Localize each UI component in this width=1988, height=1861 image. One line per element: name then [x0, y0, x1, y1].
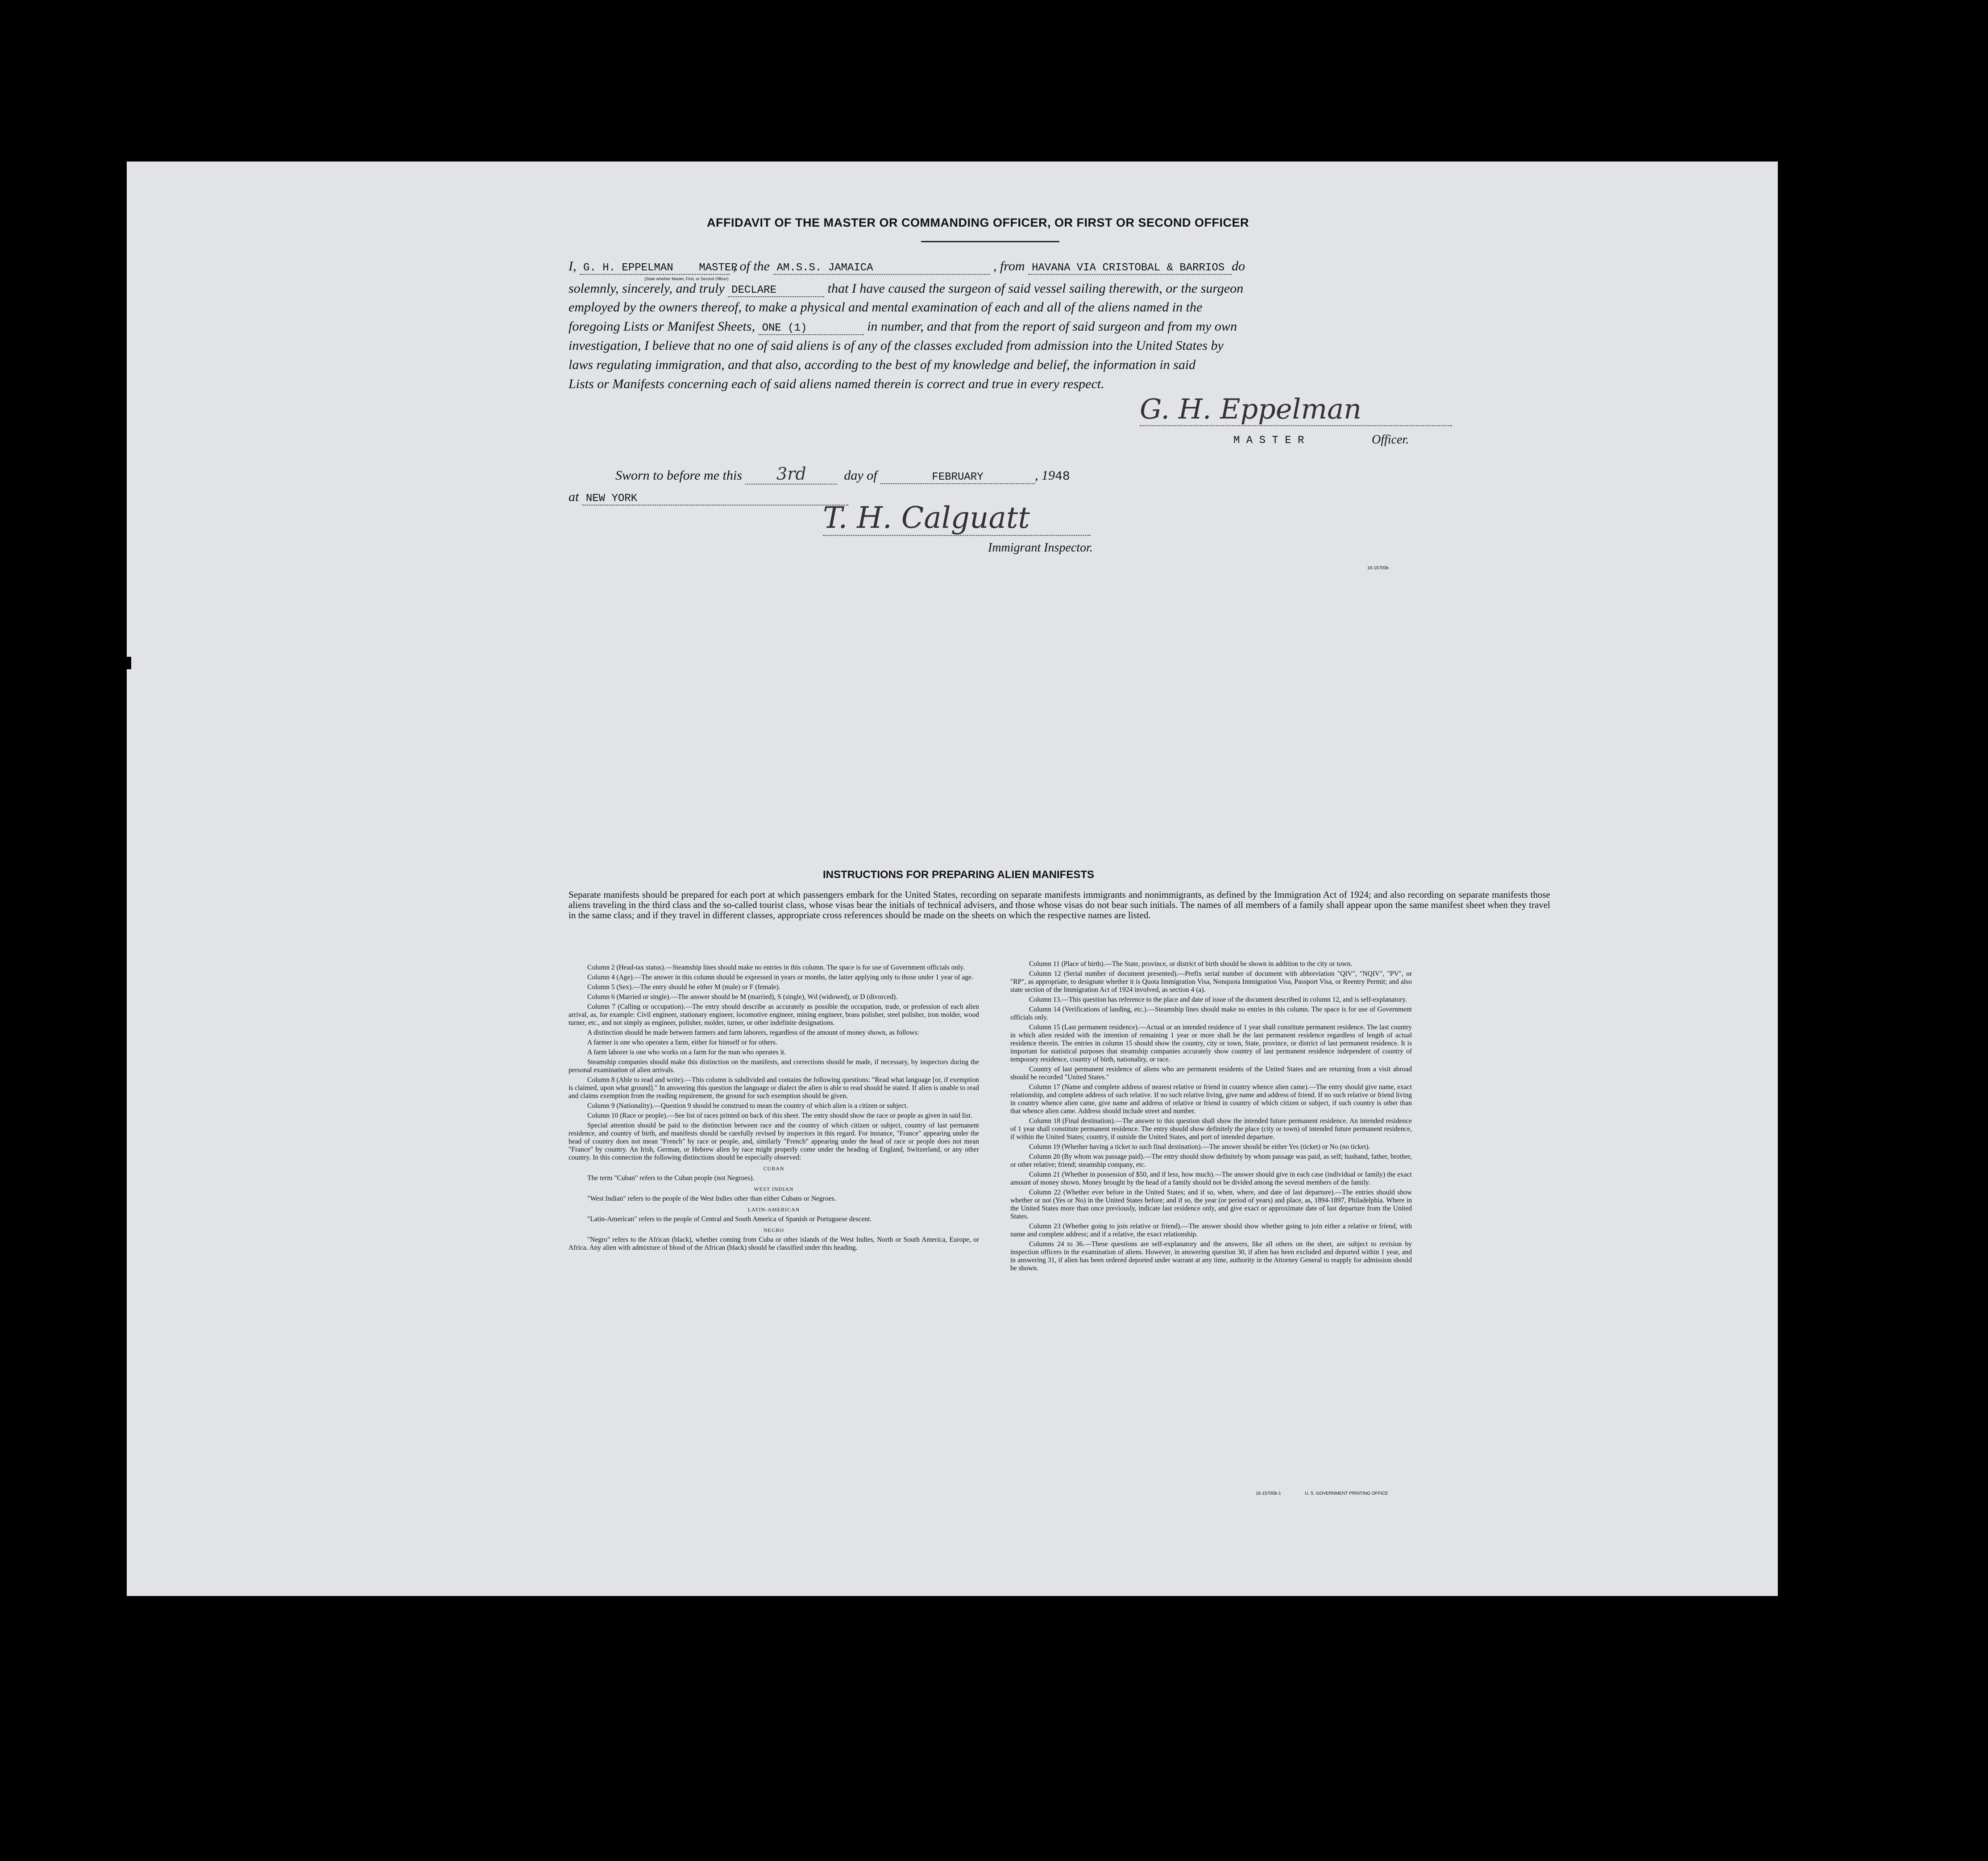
- sworn-year: 48: [1055, 470, 1070, 484]
- line1-from: , from: [993, 259, 1025, 274]
- binder-hole: [1814, 395, 1834, 415]
- sworn-day: 3rd: [745, 464, 837, 485]
- binder-hole: [1814, 1124, 1834, 1144]
- affidavit-title: AFFIDAVIT OF THE MASTER OR COMMANDING OFFICER, OR FIRST OR SECOND OFFICER: [707, 216, 1249, 229]
- vessel-name: AM.S.S. JAMAICA: [773, 262, 990, 275]
- race-note: "Negro" refers to the African (black), whether coming from Cuba or other islands of the West Indies, North or South America, Europe, or Africa. Any alien with admixture of blood of the African (black) should be classified under this heading.: [569, 1236, 979, 1252]
- officer-suffix: Officer.: [1372, 433, 1409, 447]
- instruction-paragraph: Column 21 (Whether in possession of $50, and if less, how much).—The answer should give in each case (individual or family) the exact amount of money shown. Money brought by the head of a family should not be divided among the several members of the family.: [1010, 1171, 1412, 1186]
- instruction-paragraph: Column 7 (Calling or occupation).—The entry should describe as accurately as possible the occupation, trade, or profession of each alien arrival, as, for example: Civil engineer, stationary engineer, locomotive engineer, mining engineer, brass polisher, steel polisher, iron molder, wood turner, etc., and not simply as engineer, polisher, molder, turner, or other indefinite designations.: [569, 1003, 979, 1027]
- instructions-form-code: 16-15700b-1: [1256, 1491, 1281, 1496]
- master-name-field: [580, 262, 738, 275]
- line1-do: do: [1232, 259, 1245, 274]
- instructions-left-column: [569, 964, 979, 1254]
- departure-port: HAVANA VIA CRISTOBAL & BARRIOS: [1028, 262, 1232, 275]
- line4-post: in number, and that from the report of said surgeon and from my own: [867, 319, 1237, 334]
- instruction-paragraph: Special attention should be paid to the distinction between race and the country of which citizen or subject, country of last permanent residence, and country of birth, and manifests should be carefully revised by inspectors in this regard. For instance, "France" appearing under the head of country does not mean "French" by race or people, and, similarly "French" appearing under the head of race or people does not mean "France" by country. An Irish, German, or Hebrew alien by race might properly come under the heading of England, Switzerland, or any other country. In this connection the following distinctions should be especially observed:: [569, 1122, 979, 1161]
- race-note: "Latin-American" refers to the people of Central and South America of Spanish or Portuguese descent.: [587, 1215, 872, 1223]
- race-note: The term "Cuban" refers to the Cuban people (not Negroes).: [587, 1174, 755, 1182]
- sworn-mid: day of: [844, 468, 877, 483]
- affidavit-line-7: Lists or Manifests concerning each of said aliens named therein is correct and true in every respect.: [569, 377, 1104, 391]
- instruction-paragraph: Column 18 (Final destination).—The answer to this question shall show the intended future permanent residence. An intended residence of 1 year shall constitute permanent residence. The entry should show definitely the place (city or town) of intended future permanent residence, if within the United States; country, if outside the United States, and port of intended departure.: [1010, 1117, 1412, 1141]
- sworn-place: NEW YORK: [582, 493, 848, 506]
- sworn-month: FEBRUARY: [880, 471, 1035, 484]
- line2-pre: solemnly, sincerely, and truly: [569, 281, 725, 296]
- instructions-intro: Separate manifests should be prepared for each port at which passengers embark for the United States, recording on separate manifests immigrants and nonimmigrants, as defined by the Immigration Act of 1924; and also recording on separate manifests those aliens traveling in the third class and the so-called tourist class, whose visas bear the initials of technical advisers, and those whose visas do not bear such initials. The names of all members of a family shall appear upon the same manifest sheet when they travel in the same class; and if they travel in different classes, appropriate cross references should be made on the sheets on which the respective names are listed.: [569, 889, 1550, 920]
- sworn-pre: Sworn to before me this: [615, 468, 742, 483]
- printer-imprint: U. S. GOVERNMENT PRINTING OFFICE: [1305, 1491, 1388, 1496]
- alien-count-field: ONE (1): [759, 322, 864, 335]
- instructions-title: INSTRUCTIONS FOR PREPARING ALIEN MANIFESTS: [823, 869, 1095, 881]
- race-heading: NEGRO: [763, 1227, 784, 1233]
- inspector-title: Immigrant Inspector.: [988, 541, 1093, 555]
- race-heading: CUBAN: [763, 1165, 784, 1172]
- affidavit-line-5: investigation, I believe that no one of said aliens is of any of the classes excluded from admission into the United States by: [569, 338, 1224, 353]
- rank-note: (State whether Master, First, or Second Officer): [644, 277, 729, 281]
- instruction-paragraph: Column 19 (Whether having a ticket to such final destination).—The answer should be either Yes (ticket) or No (no ticket).: [1029, 1143, 1370, 1151]
- instruction-paragraph: Steamship companies should make this distinction on the manifests, and corrections should be made, if necessary, by inspectors during the personal examination of alien arrivals.: [569, 1058, 979, 1074]
- binder-hole: [1814, 1409, 1834, 1428]
- instruction-paragraph: Column 6 (Married or single).—The answer should be M (married), S (single), Wd (widowed), or D (divorced).: [587, 993, 897, 1001]
- instruction-paragraph: Column 14 (Verifications of landing, etc.).—Steamship lines should make no entries in this column. The space is for use of Government officials only.: [1010, 1006, 1412, 1021]
- affidavit-line-4: [569, 319, 1555, 338]
- edge-notch: [127, 657, 131, 669]
- line1-lead: I,: [569, 259, 577, 274]
- inspector-signature: T. H. Calguatt: [823, 501, 1091, 536]
- master-signature: G. H. Eppelman: [1140, 393, 1452, 426]
- affidavit-line-6: laws regulating immigration, and that also, according to the best of my knowledge and belief, the information in said: [569, 357, 1196, 372]
- title-underline: [921, 241, 1059, 242]
- instruction-paragraph: A farmer is one who operates a farm, either for himself or for others.: [587, 1039, 777, 1046]
- instruction-paragraph: Column 5 (Sex).—The entry should be either M (male) or F (female).: [587, 983, 780, 991]
- instruction-paragraph: Country of last permanent residence of aliens who are permanent residents of the United States and are returning from a visit abroad should be recorded "United States.": [1010, 1065, 1412, 1081]
- instruction-paragraph: Column 2 (Head-tax status).—Steamship lines should make no entries in this column. The space is for use of Government officials only.: [587, 964, 965, 971]
- sworn-year-prefix: , 19: [1035, 468, 1055, 483]
- binder-hole: [1814, 1058, 1834, 1078]
- affidavit-line-3: employed by the owners thereof, to make a physical and mental examination of each and all of the aliens named in the: [569, 300, 1203, 315]
- instruction-paragraph: Column 17 (Name and complete address of nearest relative or friend in country whence alien came).—The entry should give name, exact relationship, and complete address of such relative. If no such relative living, give name and address of friend. If no such relative or friend living in country whence alien came, give name and address of relative or friend in country of which citizen or subject, if such country is other than that whence alien came. Address should include street and number.: [1010, 1083, 1412, 1115]
- master-name: G. H. EPPELMAN: [583, 262, 673, 274]
- affidavit-form-code: 16-15700b: [1367, 566, 1389, 571]
- line4-pre: foregoing Lists or Manifest Sheets,: [569, 319, 755, 334]
- binder-hole: [1814, 603, 1834, 623]
- manifest-sheet: [127, 162, 1778, 1596]
- declare-field: DECLARE: [728, 284, 824, 297]
- instruction-paragraph: Column 20 (By whom was passage paid).—The entry should show definitely by whom passage was paid, as self; husband, father, brother, or other relative; friend; steamship company, etc.: [1010, 1153, 1412, 1169]
- race-heading: LATIN-AMERICAN: [747, 1206, 800, 1213]
- instruction-paragraph: Column 15 (Last permanent residence).—Actual or an intended residence of 1 year shall constitute permanent residence. The last country in which alien resided with the intention of remaining 1 year or more shall be the last permanent residence regardless of length of actual residence therein. The entries in column 15 should show the country, city or town, State, province, or district of last permanent residence. It is important for statistical purposes that steamship companies accurately show country of last permanent residence independent of country of temporary residence, country of birth, nationality, or race.: [1010, 1024, 1412, 1063]
- line2-post: that I have caused the surgeon of said vessel sailing therewith, or the surgeon: [827, 281, 1244, 296]
- instruction-paragraph: Column 4 (Age).—The answer in this column should be expressed in years or months, the latter applying only to those under 1 year of age.: [587, 974, 973, 981]
- master-rank: MASTER: [699, 262, 738, 274]
- instruction-paragraph: Column 13.—This question has reference to the place and date of issue of the document described in column 12, and is self-explanatory.: [1029, 996, 1407, 1003]
- instruction-paragraph: Column 8 (Able to read and write).—This column is subdivided and contains the following questions: "Read what language [or, if exemption is claimed, upon what ground]." In answering this question the language or dialect the alien is able to read should be stated. If alien is unable to read and claims exemption from the reading requirement, the ground for such exemption should be given.: [569, 1076, 979, 1100]
- master-title: M A S T E R: [1233, 435, 1304, 447]
- instruction-paragraph: A farm laborer is one who works on a farm for the man who operates it.: [587, 1049, 786, 1056]
- instructions-right-column: [1010, 960, 1412, 1274]
- race-heading: WEST INDIAN: [754, 1186, 794, 1192]
- line1-of-the: , of the: [733, 259, 770, 274]
- instruction-paragraph: Column 11 (Place of birth).—The State, province, or district of birth should be shown in addition to the city or town.: [1029, 960, 1353, 968]
- at-label: at: [569, 489, 579, 504]
- affidavit-line-1: [569, 259, 1555, 278]
- binder-hole: [1814, 670, 1834, 690]
- instruction-paragraph: Column 12 (Serial number of document presented).—Prefix serial number of document with abbreviation "QIV", "NQIV", "PV", or "RP", as appropriate, to designate whether it is Quota Immigration Visa, Nonquota Immigration Visa, Passport Visa, or Reentry Permit; and also state section of the Immigration Act of 1924 involved, as section 4 (a).: [1010, 970, 1412, 994]
- sworn-line: [615, 464, 1070, 485]
- instruction-paragraph: Column 9 (Nationality).—Question 9 should be construed to mean the country of which alien is a citizen or subject.: [587, 1102, 908, 1110]
- affidavit-line-2: [569, 281, 1555, 300]
- instruction-paragraph: A distinction should be made between farmers and farm laborers, regardless of the amount of money shown, as follows:: [587, 1029, 919, 1036]
- instruction-paragraph: Column 23 (Whether going to join relative or friend).—The answer should show whether going to join either a relative or friend, with name and complete address; and if a relative, the exact relationship.: [1010, 1223, 1412, 1238]
- instruction-paragraph: Columns 24 to 36.—These questions are self-explanatory and the answers, like all others on the sheet, are subject to revision by inspection officers in the examination of aliens. However, in answering question 30, if alien has been excluded and deported within 1 year, and in answering 31, if alien has been ordered deported under warrant at any time, authority in the Attorney General to reapply for admission should be shown.: [1010, 1240, 1412, 1272]
- instruction-paragraph: Column 22 (Whether ever before in the United States; and if so, when, where, and date of last departure).—The entries should show whether or not (Yes or No) in the United States before; and if so, the year (or period of years) and place, as, 1894-1897, Philadelphia. Where in the United States more than once previously, indicate last residence only, and give exact or approximate date of last departure from the United States.: [1010, 1189, 1412, 1220]
- place-line: [569, 489, 848, 506]
- race-note: "West Indian" refers to the people of the West Indies other than either Cubans or Negroes.: [587, 1195, 836, 1202]
- binder-hole: [1814, 331, 1834, 351]
- instruction-paragraph: Column 10 (Race or people).—See list of races printed on back of this sheet. The entry should show the race or people as given in said list.: [587, 1112, 972, 1119]
